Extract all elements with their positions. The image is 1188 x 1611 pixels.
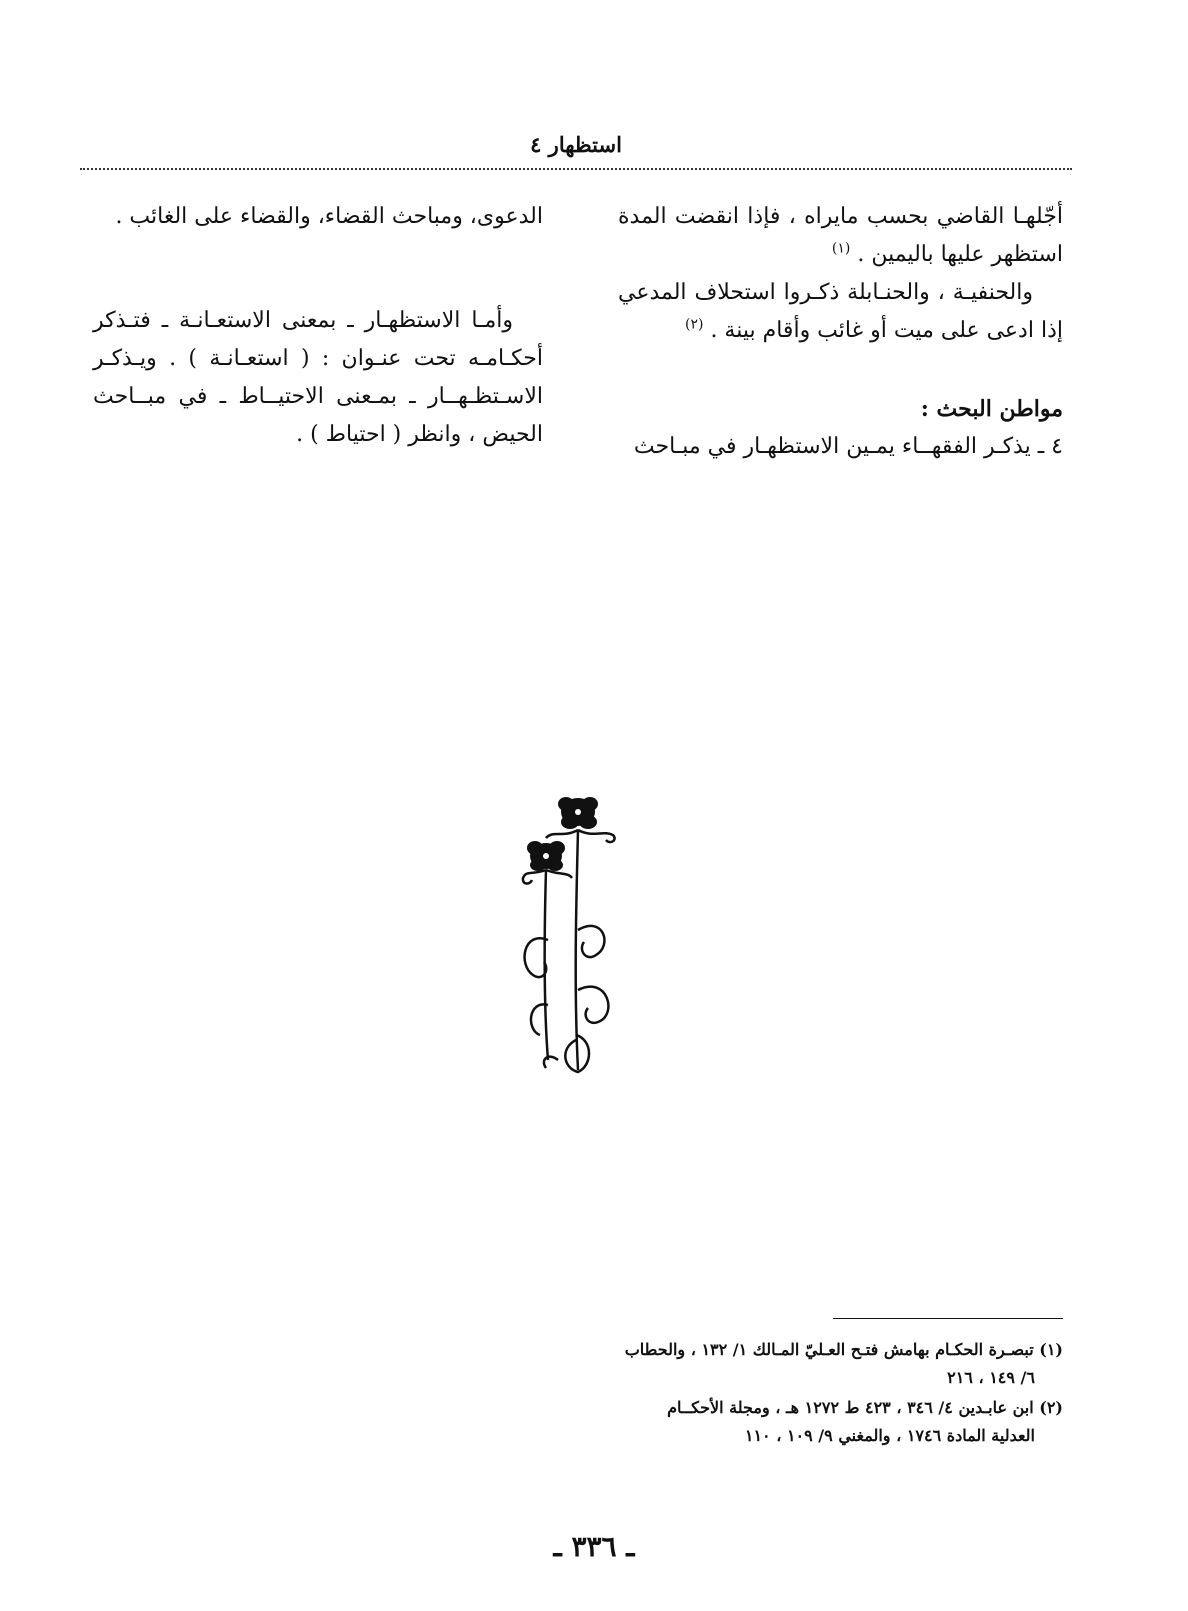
left-column xyxy=(93,198,543,454)
paragraph-5: وأمـا الاستظهـار ـ بمعنى الاستعـانـة ـ فتـذكر أحكـامـه تحت عنـوان : ( استعـانـة ) . ويـذكـر الاسـتظـهــار ـ بمـعنى الاحتيــاط ـ في مبــاحث الحيض ، وانظر ( احتياط ) . xyxy=(93,308,543,447)
footnote-rule xyxy=(833,1318,1063,1319)
floral-ornament-icon xyxy=(518,790,638,1080)
paragraph-4: الدعوى، ومباحث القضاء، والقضاء على الغائب . xyxy=(115,204,543,229)
footnote-1: (١) تبصـرة الحكـام بهامش فتـح العـليّ المـالك ١/ ١٣٢ ، والحطاب ٦/ ١٤٩ ، ٢١٦ xyxy=(624,1340,1063,1387)
footnotes xyxy=(593,1336,1063,1452)
paragraph-1: أجّلهـا القاضي بحسب مايراه ، فإذا انقضت المدة استظهر عليها باليمين . $^{(١)}$ xyxy=(618,204,1063,267)
running-title: استظهار ٤ xyxy=(530,132,622,157)
right-column xyxy=(618,198,1063,466)
footnote-ref-2[interactable]: (٢) xyxy=(684,316,704,333)
paragraph-2: والحنفيـة ، والحنـابلة ذكـروا استحلاف المدعي إذا ادعى على ميت أو غائب وأقام بينة . $^{(٢)}$ xyxy=(618,280,1063,343)
footnote-ref-1[interactable]: (١) xyxy=(831,240,851,257)
footnote-2: (٢) ابن عابـدين ٤/ ٣٤٦ ، ٤٢٣ ط ١٢٧٢ هـ ، ومجلة الأحكــام العدلية المادة ١٧٤٦ ، والمغني ٩/ ١٠٩ ، ١١٠ xyxy=(667,1398,1063,1445)
page-number: ـ ٣٣٦ ـ xyxy=(553,1530,635,1563)
section-heading: مواطن البحث : xyxy=(920,396,1063,422)
paragraph-3: ٤ ـ يذكـر الفقهــاء يمـين الاستظهـار في مبـاحث xyxy=(633,434,1063,459)
header-dotted-rule xyxy=(80,168,1072,170)
